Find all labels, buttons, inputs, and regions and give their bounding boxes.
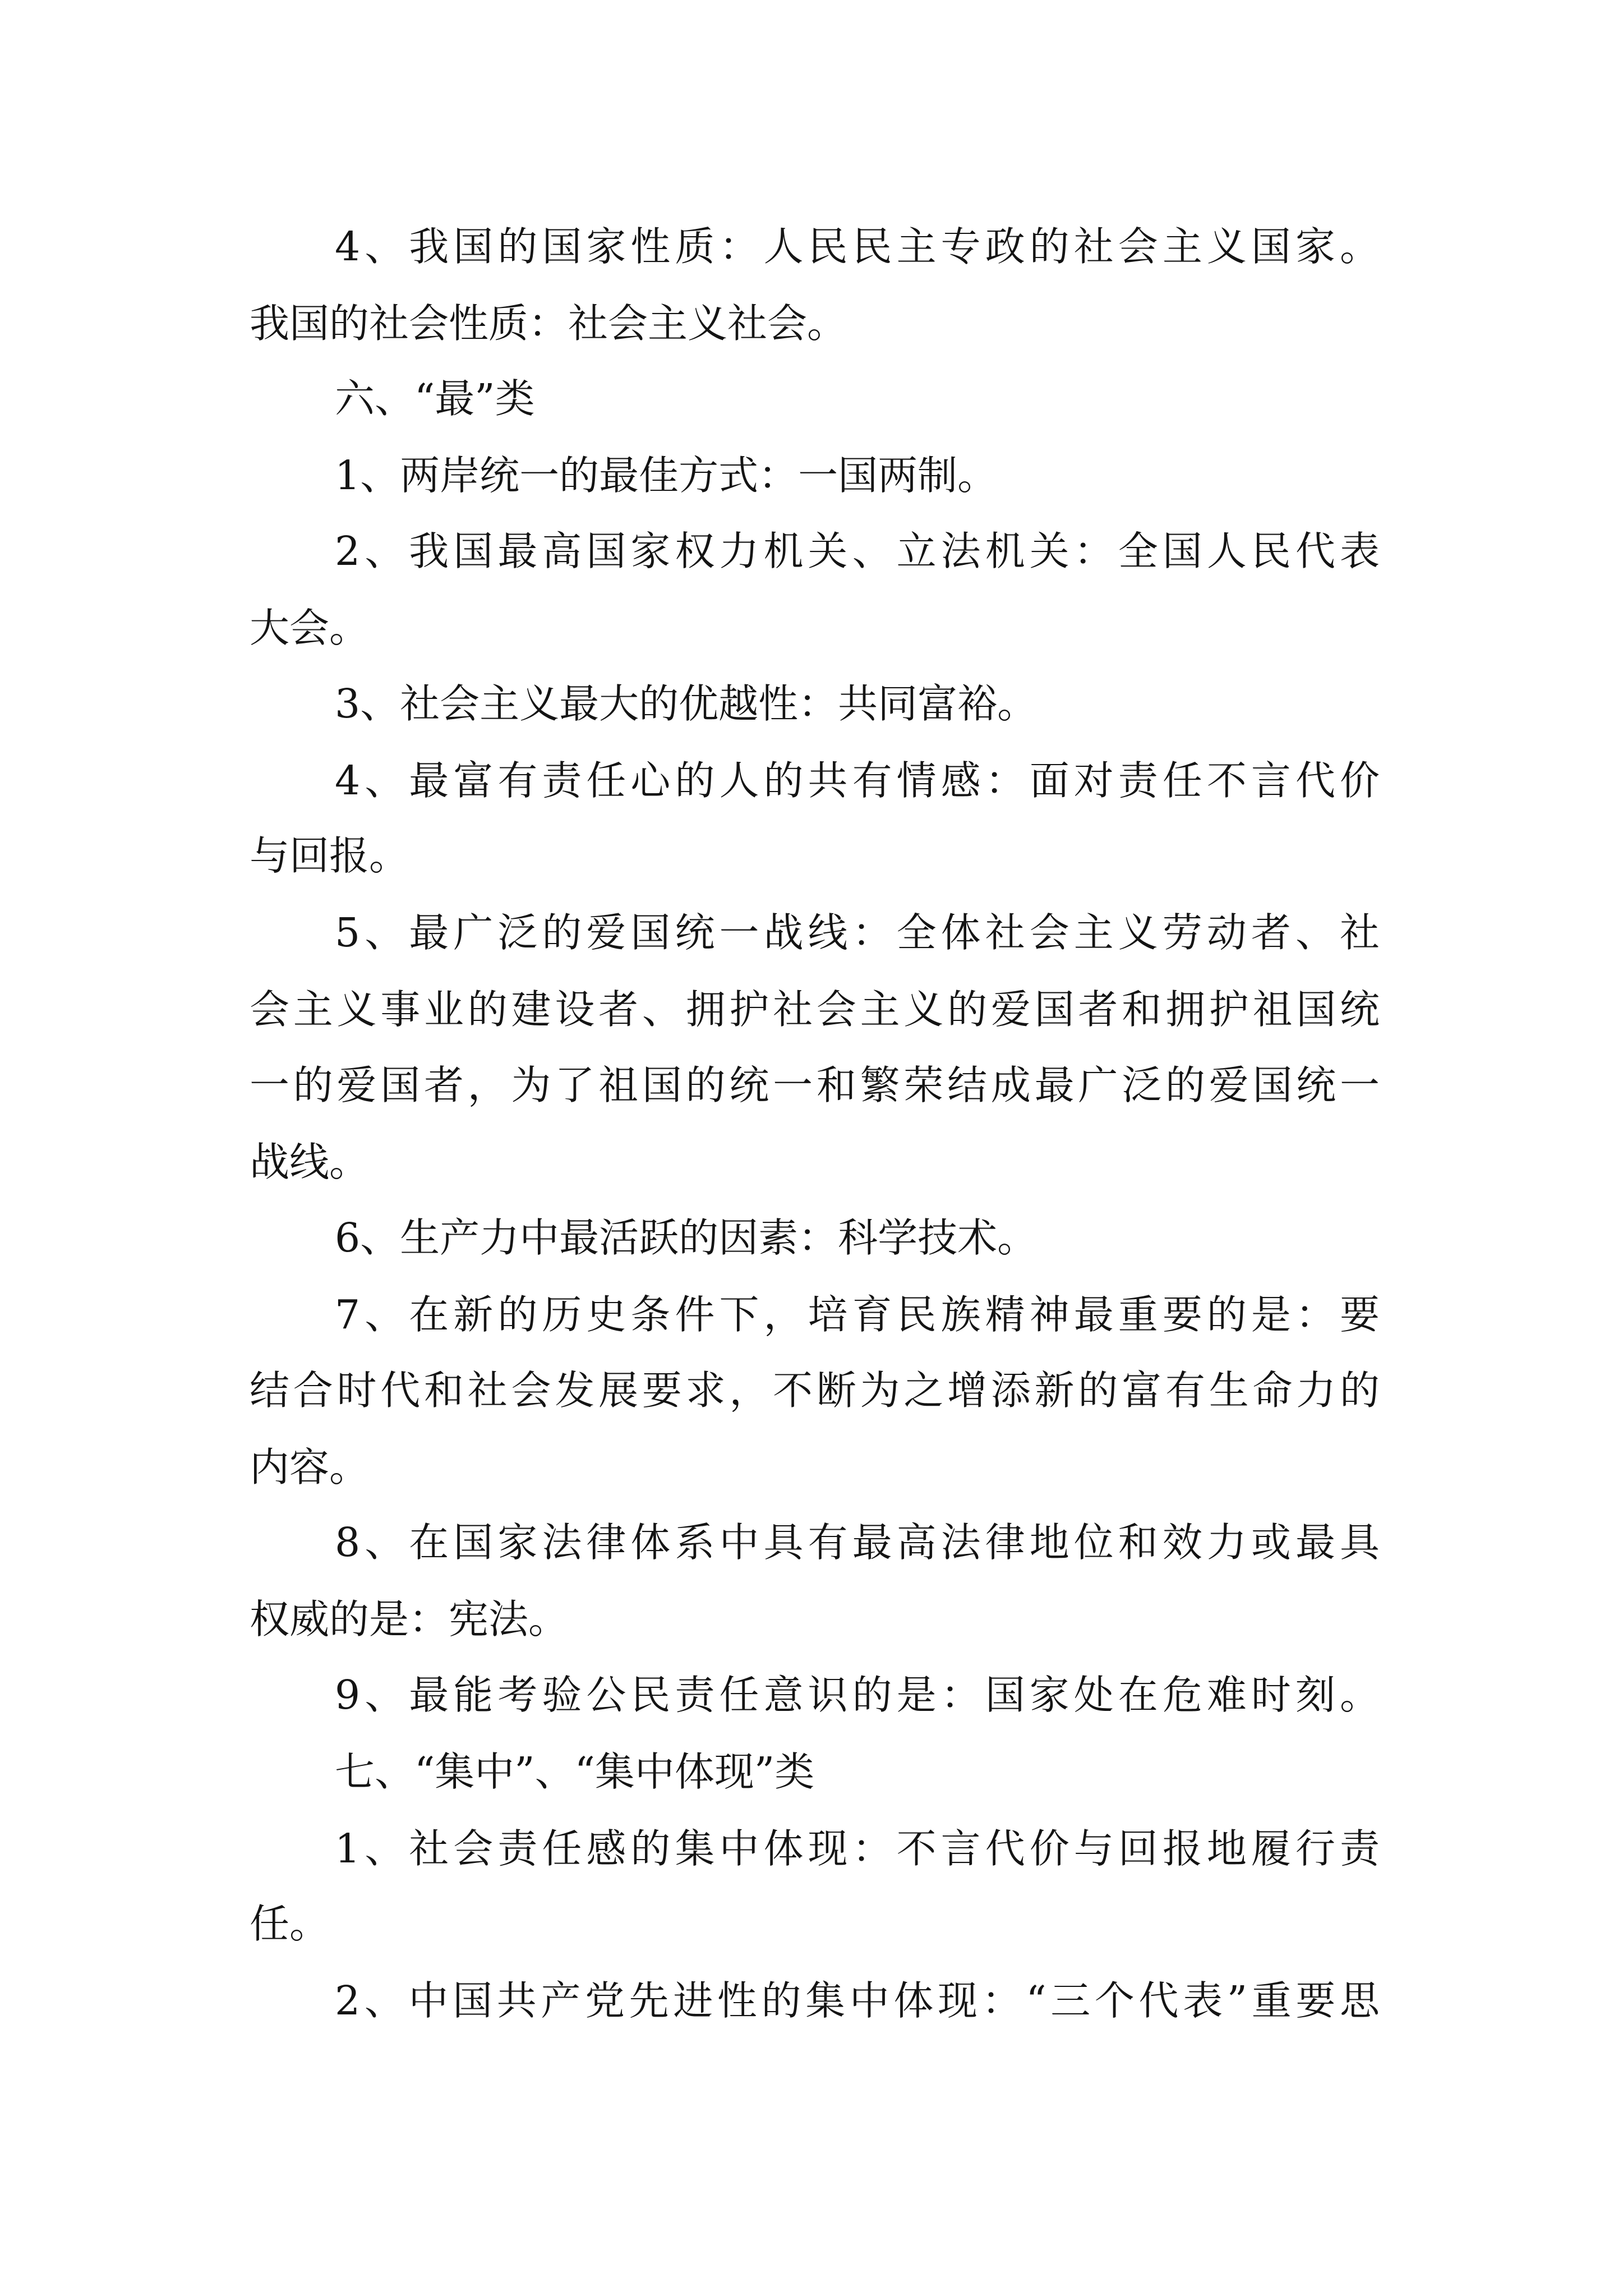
paragraph-line: 会主义事业的建设者、拥护社会主义的爱国者和拥护祖国统 xyxy=(250,986,1380,1033)
paragraph-line: 我国的社会性质：社会主义社会。 xyxy=(250,300,847,347)
section-heading: 六、“最”类 xyxy=(335,375,535,422)
paragraph-line: 9、最能考验公民责任意识的是：国家处在危难时刻。 xyxy=(335,1672,1380,1718)
paragraph-line: 大会。 xyxy=(250,605,370,651)
paragraph-line: 任。 xyxy=(250,1901,330,1947)
paragraph-line: 结合时代和社会发展要求，不断为之增添新的富有生命力的 xyxy=(250,1367,1380,1414)
paragraph-line: 4、我国的国家性质：人民民主专政的社会主义国家。 xyxy=(335,223,1380,270)
section-heading: 七、“集中”、“集中体现”类 xyxy=(335,1749,815,1795)
paragraph-line: 一的爱国者，为了祖国的统一和繁荣结成最广泛的爱国统一 xyxy=(250,1062,1380,1108)
paragraph-line: 内容。 xyxy=(250,1444,370,1490)
paragraph-line: 1、社会责任感的集中体现：不言代价与回报地履行责 xyxy=(335,1825,1380,1872)
paragraph-line: 2、中国共产党先进性的集中体现：“三个代表”重要思 xyxy=(335,1977,1380,2024)
paragraph-line: 3、社会主义最大的优越性：共同富裕。 xyxy=(335,680,1038,727)
paragraph-line: 6、生产力中最活跃的因素：科学技术。 xyxy=(335,1214,1038,1261)
paragraph-line: 战线。 xyxy=(250,1139,370,1185)
paragraph-line: 8、在国家法律体系中具有最高法律地位和效力或最具 xyxy=(335,1519,1380,1566)
paragraph-line: 与回报。 xyxy=(250,832,409,879)
paragraph-line: 7、在新的历史条件下，培育民族精神最重要的是：要 xyxy=(335,1291,1380,1338)
paragraph-line: 4、最富有责任心的人的共有情感：面对责任不言代价 xyxy=(335,757,1380,804)
paragraph-line: 5、最广泛的爱国统一战线：全体社会主义劳动者、社 xyxy=(335,909,1380,956)
paragraph-line: 1、两岸统一的最佳方式：一国两制。 xyxy=(335,452,998,499)
paragraph-line: 2、我国最高国家权力机关、立法机关：全国人民代表 xyxy=(335,528,1380,574)
paragraph-line: 权威的是：宪法。 xyxy=(250,1596,569,1642)
